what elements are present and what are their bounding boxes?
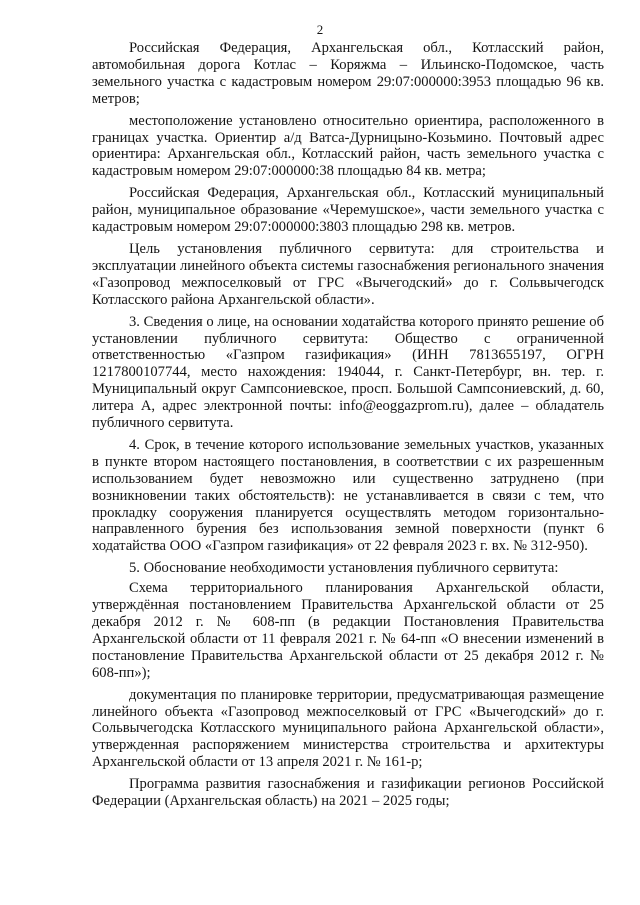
paragraph-gasification-program: Программа развития газоснабжения и газификации регионов Российской Федерации (Архангельская область) на 2021 – 2025 годы; bbox=[92, 776, 604, 810]
paragraph-territorial-scheme: Схема территориального планирования Архангельской области, утверждённая постановлением Правительства Архангельской области от 25 декабря 2012 г. № 608-пп (в редакции Постановления Правительства Архангельской области от 11 февраля 2021 г. № 64-пп «О внесении изменений в постановление Правительства Архангельской области от 25 декабря 2012 г. № 608-пп»); bbox=[92, 580, 604, 681]
paragraph-planning-documentation: документация по планировке территории, предусматривающая размещение линейного объекта «Газопровод межпоселковый от ГРС «Вычегодский» до г. Сольвычегодска Котласского муниципального района Архангельской области», утвержденная распоряжением министерства строительства и архитектуры Архангельской области от 13 апреля 2021 г. № 161-р; bbox=[92, 686, 604, 771]
paragraph-justification-heading: 5. Обоснование необходимости установления публичного сервитута: bbox=[129, 560, 559, 577]
paragraph-term: 4. Срок, в течение которого использование земельных участков, указанных в пункте втором настоящего постановления, в соответствии с их разрешенным использованием будет невозможно или существенно затруднено (при возникновении таких обстоятельств): не устанавливается в связи с тем, что прокладку сооружения планируется осуществлять методом горизонтально-направленного бурения без использования земной поверхности (пункт 6 ходатайства ООО «Газпром газификация» от 22 февраля 2023 г. вх. № 312-950). bbox=[92, 436, 604, 555]
page-number: 2 bbox=[316, 22, 324, 37]
paragraph-cadastral-3953: Российская Федерация, Архангельская обл., Котласский район, автомобильная дорога Котлас – Коряжма – Ильинско-Подомское, часть земельного участка с кадастровым номером 29:07:000000:3953 площадью 96 кв. метров; bbox=[92, 40, 604, 107]
paragraph-servitude-purpose: Цель установления публичного сервитута: для строительства и эксплуатации линейного объекта системы газоснабжения регионального значения «Газопровод межпоселковый от ГРС «Вычегодский» до г. Сольвычегодск Котласского района Архангельской области». bbox=[92, 240, 604, 308]
paragraph-cadastral-38: местоположение установлено относительно ориентира, расположенного в границах участка. Ориентир а/д Ватса-Дурницыно-Козьмино. Почтовый адрес ориентира: Архангельская обл., Котласский район, часть земельного участка с кадастровым номером 29:07:000000:38 площадью 84 кв. метра; bbox=[92, 112, 604, 180]
paragraph-applicant-info: 3. Сведения о лице, на основании ходатайства которого принято решение об установлении публичного сервитута: Общество с ограниченной ответственностью «Газпром газификация» (ИНН 7813655197, ОГРН 1217800107744, место нахождения: 194044, г. Санкт-Петербург, вн. тер. г. Муниципальный округ Сампсониевское, просп. Большой Сампсониевский, д. 60, литера А, адрес электронной почты: info@eoggazprom.ru), далее – обладатель публичного сервитута. bbox=[92, 313, 604, 432]
document-body bbox=[92, 40, 604, 815]
paragraph-cadastral-3803: Российская Федерация, Архангельская обл., Котласский муниципальный район, муниципальное образование «Черемушское», части земельного участка с кадастровым номером 29:07:000000:3803 площадью 298 кв. метров. bbox=[92, 185, 604, 236]
